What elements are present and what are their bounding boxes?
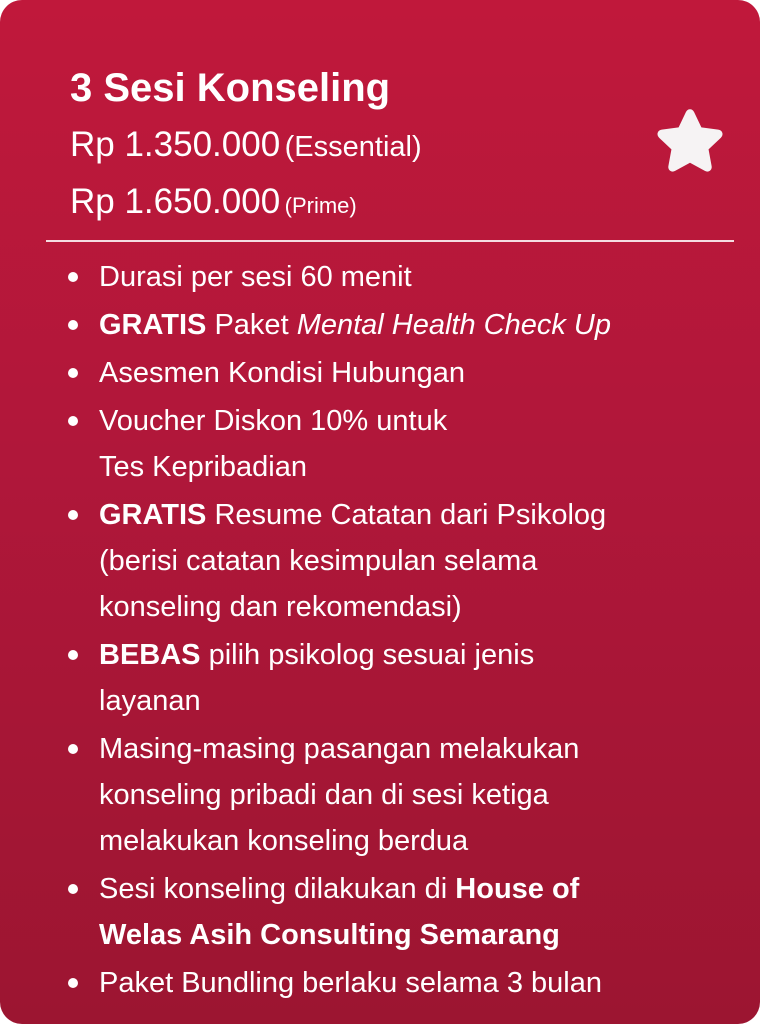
feature-line	[99, 444, 740, 490]
feature-text: Welas Asih Consulting Semarang	[99, 919, 560, 951]
feature-text: konseling dan rekomendasi)	[99, 591, 462, 623]
star-icon	[651, 104, 729, 180]
feature-text: Resume Catatan dari Psikolog	[206, 499, 607, 531]
feature-text: Voucher Diskon 10% untuk	[99, 405, 448, 437]
bullet-icon	[68, 320, 78, 330]
feature-text: Paket	[206, 309, 297, 341]
feature-item	[0, 866, 760, 958]
feature-text: Durasi per sesi 60 menit	[99, 261, 412, 293]
feature-line	[99, 492, 740, 538]
feature-list	[0, 254, 760, 1008]
feature-item	[0, 254, 760, 300]
feature-text: (berisi catatan kesimpulan selama	[99, 545, 538, 577]
feature-text: melakukan konseling berdua	[99, 825, 469, 857]
price-amount: Rp 1.650.000	[70, 182, 281, 221]
feature-line	[99, 584, 740, 630]
feature-line	[99, 772, 740, 818]
bullet-icon	[68, 744, 78, 754]
feature-line	[99, 350, 740, 396]
feature-text: House of	[455, 873, 580, 905]
feature-item	[0, 350, 760, 396]
feature-item	[0, 398, 760, 490]
price-amount: Rp 1.350.000	[70, 125, 281, 164]
feature-text: Sesi konseling dilakukan di	[99, 873, 456, 905]
divider	[46, 240, 734, 242]
feature-text: konseling pribadi dan di sesi ketiga	[99, 779, 549, 811]
feature-line	[99, 398, 740, 444]
feature-line	[99, 538, 740, 584]
feature-item	[0, 302, 760, 348]
price-tier: (Essential)	[284, 131, 422, 163]
price-tier: (Prime)	[284, 193, 357, 218]
feature-text: pilih psikolog sesuai jenis	[200, 639, 535, 671]
bullet-icon	[68, 510, 78, 520]
feature-line	[99, 678, 740, 724]
bullet-icon	[68, 272, 78, 282]
bullet-icon	[68, 416, 78, 426]
feature-item	[0, 726, 760, 864]
feature-line	[99, 302, 740, 348]
feature-item	[0, 492, 760, 630]
feature-text: Masing-masing pasangan melakukan	[99, 733, 580, 765]
feature-text: BEBAS	[99, 639, 201, 671]
bullet-icon	[68, 884, 78, 894]
bullet-icon	[68, 978, 78, 988]
feature-text: GRATIS	[99, 309, 207, 341]
feature-text: Mental Health Check Up	[296, 309, 612, 341]
price-essential	[70, 121, 422, 176]
feature-line	[99, 818, 740, 864]
feature-text: Paket Bundling berlaku selama 3 bulan	[99, 967, 602, 999]
feature-line	[99, 866, 740, 912]
bullet-icon	[68, 368, 78, 378]
feature-line	[99, 254, 740, 300]
feature-line	[99, 912, 740, 958]
feature-item	[0, 632, 760, 724]
feature-line	[99, 960, 740, 1006]
package-title: 3 Sesi Konseling	[70, 66, 391, 110]
feature-text: Tes Kepribadian	[99, 451, 307, 483]
price-prime	[70, 178, 357, 233]
feature-text: Asesmen Kondisi Hubungan	[99, 357, 465, 389]
feature-text: GRATIS	[99, 499, 207, 531]
feature-item	[0, 960, 760, 1006]
feature-line	[99, 632, 740, 678]
feature-line	[99, 726, 740, 772]
feature-text: layanan	[99, 685, 201, 717]
bullet-icon	[68, 650, 78, 660]
